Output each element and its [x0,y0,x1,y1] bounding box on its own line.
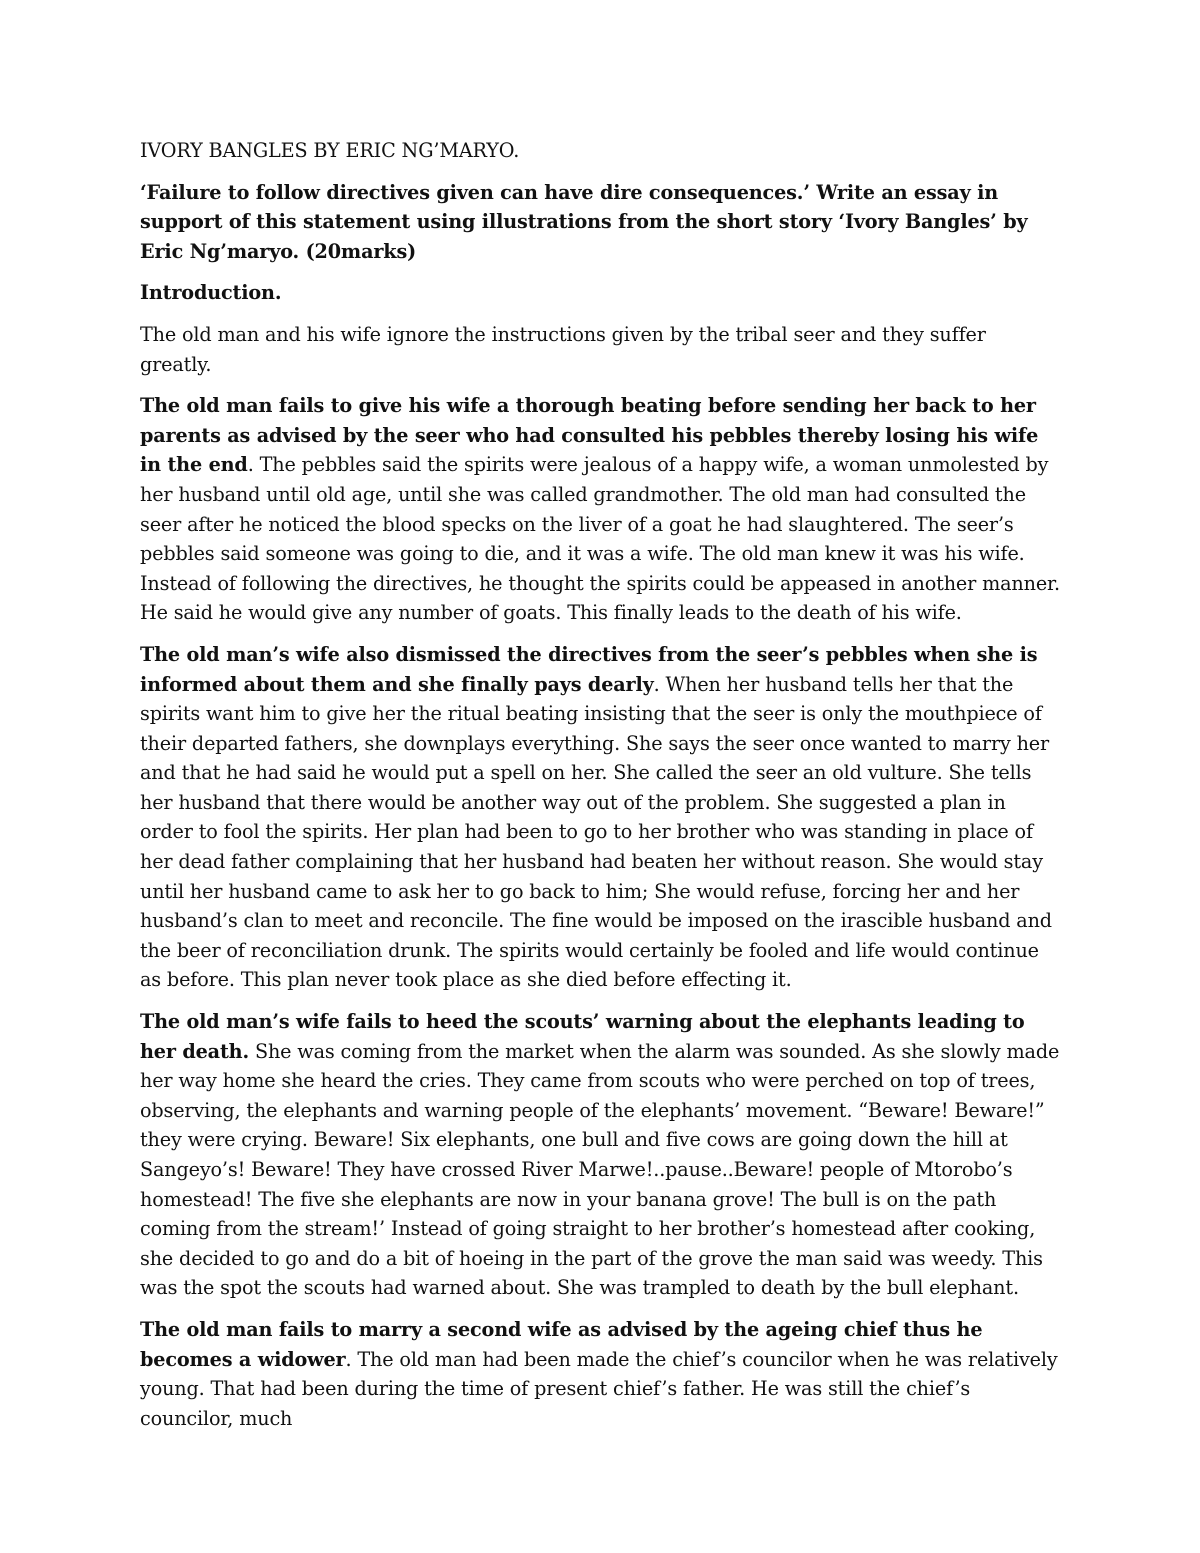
paragraph-1-lead: The old man fails to give his wife a thorough beating before sending her back to her parents as advised by the seer who had consulted his pebbles thereby losing his wife in the end [140,394,1039,477]
paragraph-3-lead: The old man’s wife fails to heed the scouts’ warning about the elephants leading to her death. [140,1010,1025,1063]
paragraph-4-body: . The old man had been made the chief’s councilor when he was relatively young. That had been during the time of present chief’s father. He was still the chief’s councilor, much [140,1347,1058,1430]
body-paragraph-4 [140,1315,1062,1433]
paragraph-3-body: She was coming from the market when the alarm was sounded. As she slowly made her way home she heard the cries. They came from scouts who were perched on top of trees, observing, the elephants and warning people of the elephants’ movement. “Beware! Beware!” they were crying. Beware! Six elephants, one bull and five cows are going down the hill at Sangeyo’s! Beware! They have crossed River Marwe!..pause..Beware! people of Mtorobo’s homestead! The five she elephants are now in your banana grove! The bull is on the path coming from the stream!’ Instead of going straight to her brother’s homestead after cooking, she decided to go and do a bit of hoeing in the part of the grove the man said was weedy. This was the spot the scouts had warned about. She was trampled to death by the bull elephant. [140,1039,1060,1300]
paragraph-2-body: . When her husband tells her that the spirits want him to give her the ritual beating insisting that the seer is only the mouthpiece of their departed fathers, she downplays everything. She says the seer once wanted to marry her and that he had said he would put a spell on her. She called the seer an old vulture. She tells her husband that there would be another way out of the problem. She suggested a plan in order to fool the spirits. Her plan had been to go to her brother who was standing in place of her dead father complaining that her husband had beaten her without reason. She would stay until her husband came to ask her to go back to him; She would refuse, forcing her and her husband’s clan to meet and reconcile. The fine would be imposed on the irascible husband and the beer of reconciliation drunk. The spirits would certainly be fooled and life would continue as before. This plan never took place as she died before effecting it. [140,672,1052,992]
essay-prompt: ‘Failure to follow directives given can have dire consequences.’ Write an essay in support of this statement using illustrations from the short story ‘Ivory Bangles’ by Eric Ng’maryo. (20marks) [140,180,1028,263]
document-page [140,136,1062,1445]
paragraph-4-lead: The old man fails to marry a second wife as advised by the ageing chief thus he becomes a widower [140,1317,983,1371]
introduction-text: The old man and his wife ignore the instructions given by the tribal seer and they suffer greatly. [140,322,986,376]
paragraph-2-lead: The old man’s wife also dismissed the directives from the seer’s pebbles when she is informed about them and she finally pays dearly [140,642,1038,696]
document-title: IVORY BANGLES BY ERIC NG’MARYO. [140,139,520,162]
body-paragraph-1 [140,391,1062,628]
introduction-heading: Introduction. [140,281,282,305]
paragraph-1-body: . The pebbles said the spirits were jealous of a happy wife, a woman unmolested by her husband until old age, until she was called grandmother. The old man had consulted the seer after he noticed the blood specks on the liver of a goat he had slaughtered. The seer’s pebbles said someone was going to die, and it was a wife. The old man knew it was his wife. Instead of following the directives, he thought the spirits could be appeased in another manner. He said he would give any number of goats. This finally leads to the death of his wife. [140,453,1060,625]
body-paragraph-2 [140,640,1062,995]
body-paragraph-3 [140,1007,1062,1303]
